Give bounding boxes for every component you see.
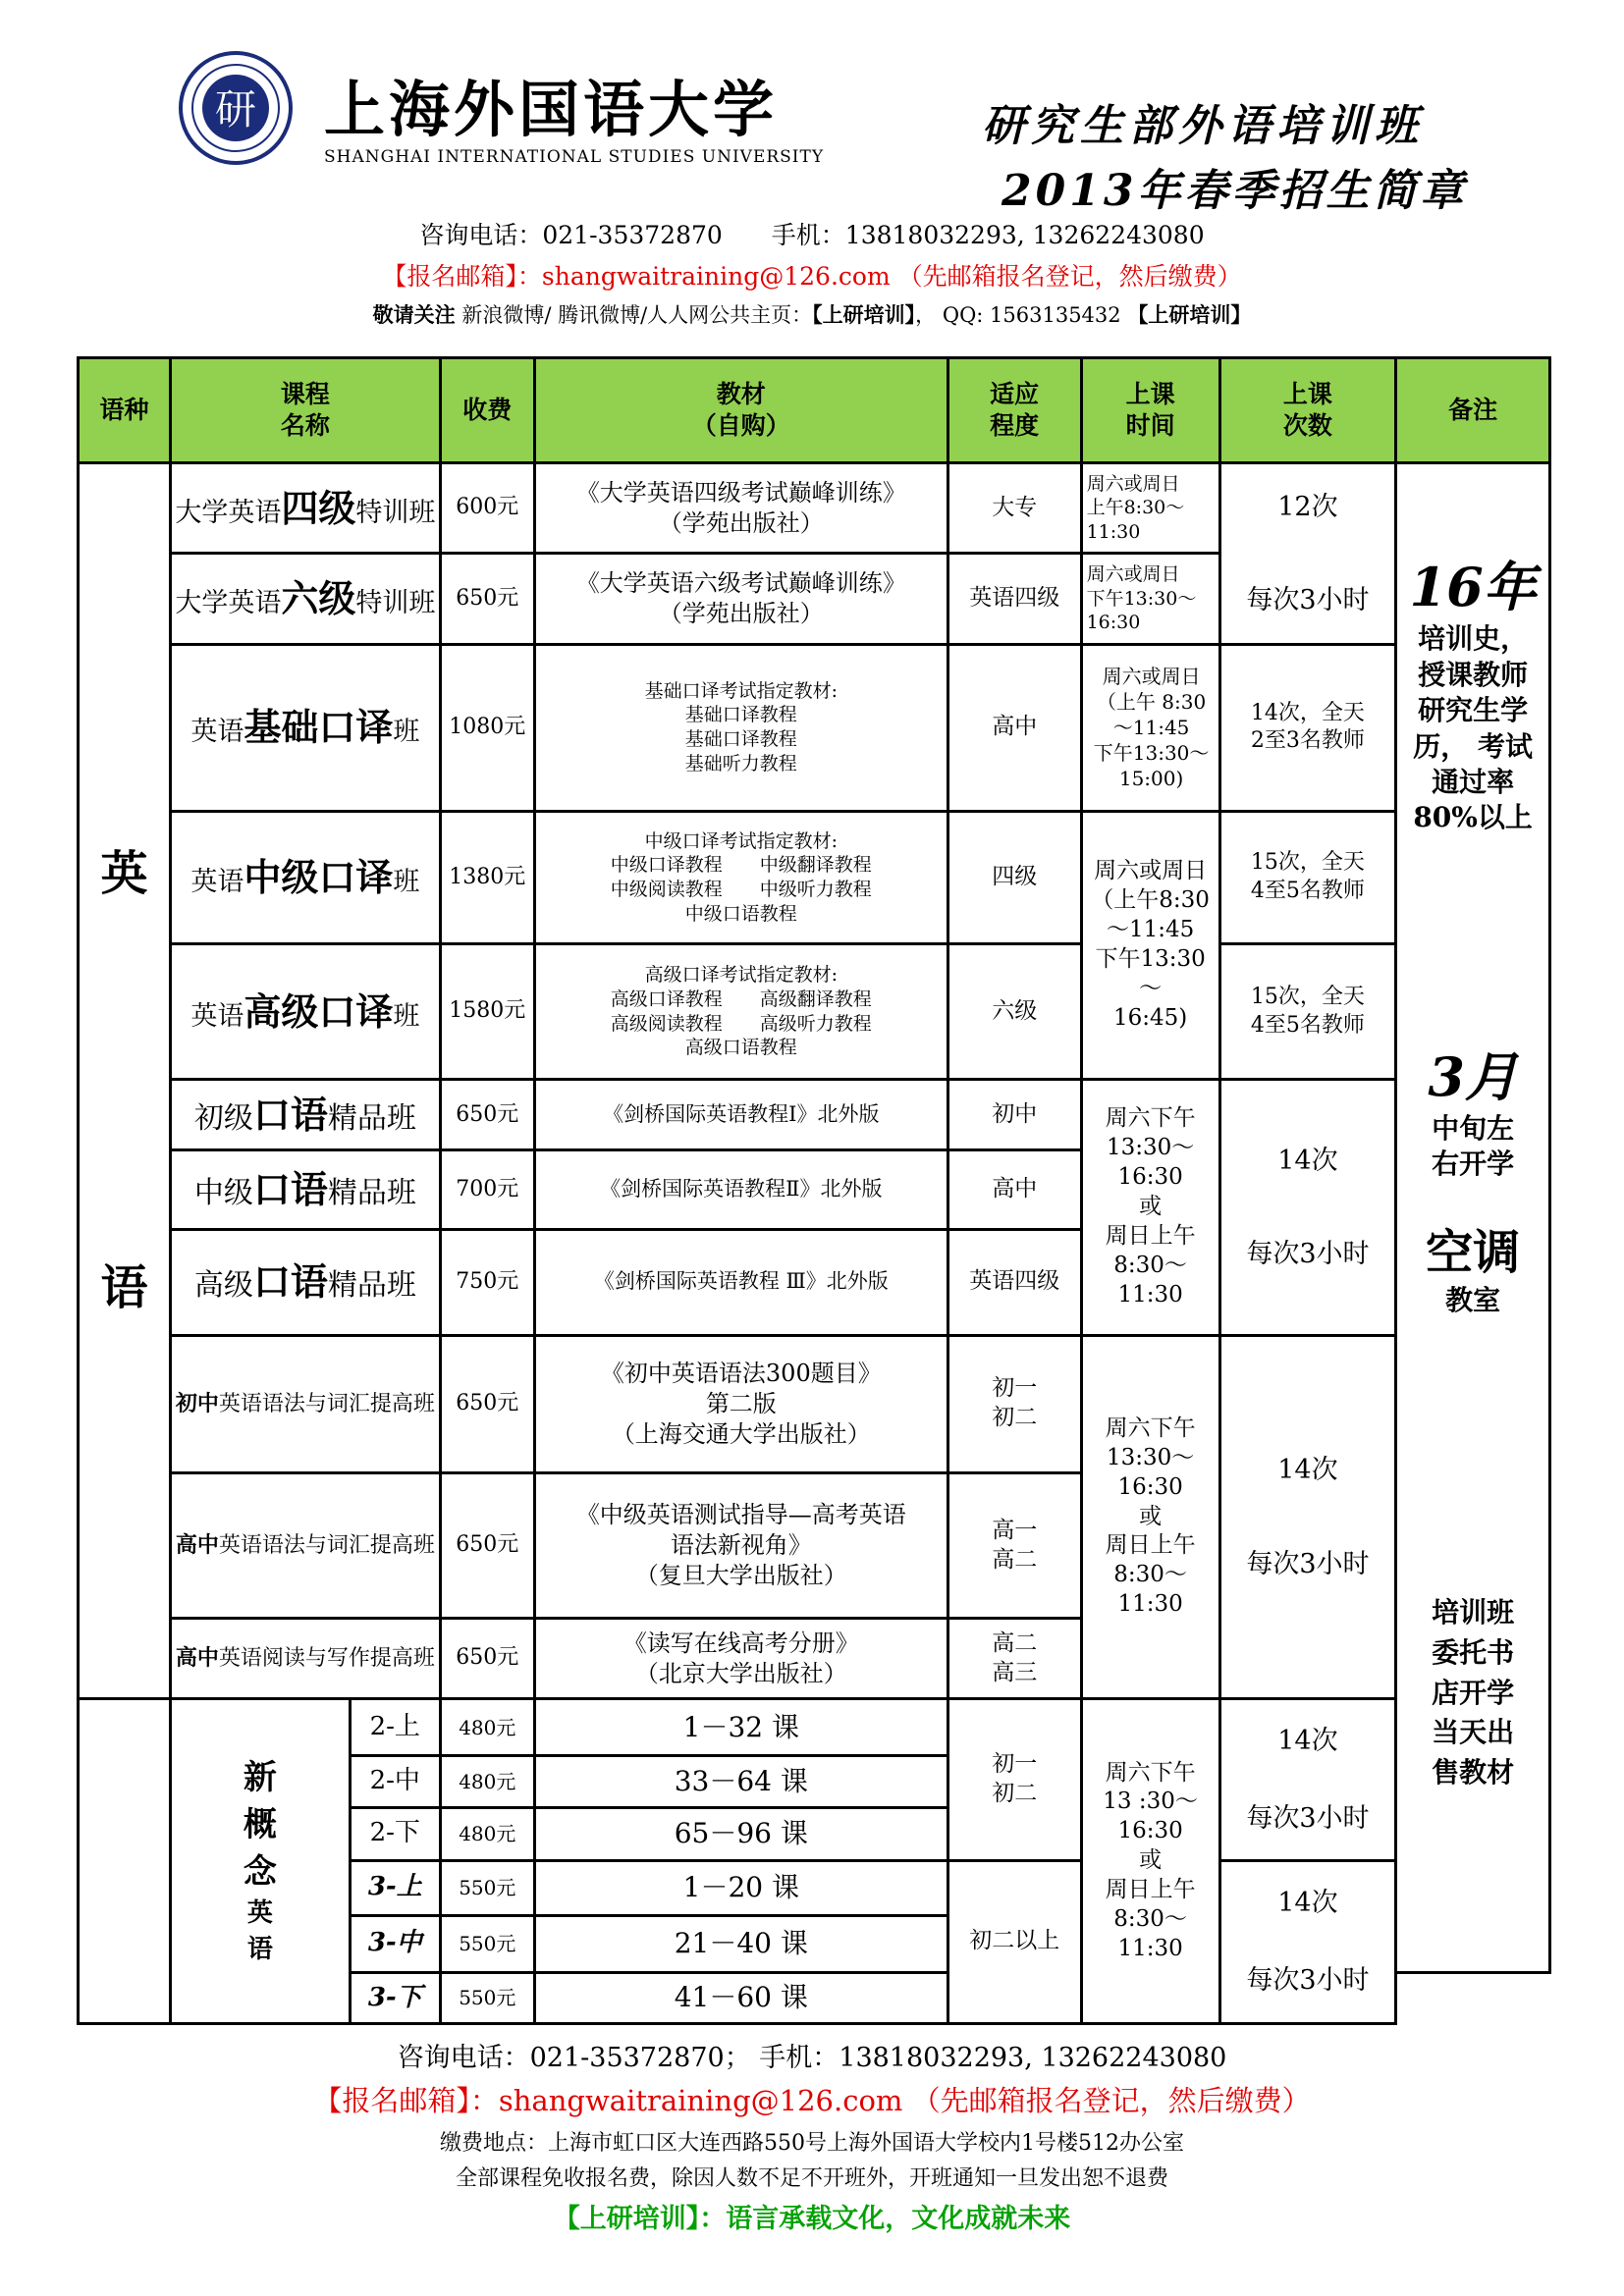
nce-fee: 480元 — [440, 1699, 534, 1756]
table-row — [79, 644, 1550, 811]
course-name: 高级口语精品班 — [171, 1229, 441, 1335]
blank-cell — [79, 1699, 171, 1756]
course-name: 高中英语语法与词汇提高班 — [171, 1472, 441, 1618]
course-level: 高一 高二 — [947, 1472, 1081, 1618]
nce-count: 14次 每次3小时 — [1219, 1699, 1396, 1860]
header-level: 适应 程度 — [947, 358, 1081, 463]
follow-prefix: 敬请关注 — [372, 302, 456, 327]
slogan: 【上研培训】：语言承载文化，文化成就未来 — [553, 2204, 1071, 2234]
nce-level: 2-中 — [350, 1756, 440, 1807]
course-fee: 650元 — [440, 1472, 534, 1618]
course-level: 英语四级 — [947, 554, 1081, 644]
header-book: 教材 （自购） — [534, 358, 947, 463]
contact-info: 咨询电话：021-35372870 手机：13818032293, 13262243080 — [419, 221, 1205, 249]
course-book: 《大学英语四级考试巅峰训练》 （学苑出版社） — [534, 463, 947, 554]
course-book: 《中级英语测试指导—高考英语 语法新视角》 （复旦大学出版社） — [534, 1472, 947, 1618]
nce-fee: 550元 — [440, 1972, 534, 2023]
header-remark: 备注 — [1396, 358, 1550, 463]
remark-month: 3月 — [1428, 1044, 1518, 1108]
course-fee: 600元 — [440, 463, 534, 554]
header-row — [79, 358, 1550, 463]
header-time: 上课 时间 — [1081, 358, 1219, 463]
course-name: 英语基础口译班 — [171, 644, 441, 811]
course-book: 《剑桥国际英语教程Ⅰ》北外版 — [534, 1080, 947, 1150]
nce-level: 3-下 — [350, 1972, 440, 2023]
header-fee: 收费 — [440, 358, 534, 463]
language-english: 英 语 — [79, 463, 171, 1699]
footer-email[interactable]: 【报名邮箱】：shangwaitraining@126.com （先邮箱报名登记，然后缴费） — [313, 2084, 1311, 2117]
course-level: 高中 — [947, 1150, 1081, 1229]
course-fee: 1380元 — [440, 811, 534, 943]
table-row — [79, 463, 1550, 554]
course-book: 高级口译考试指定教材: 高级口译教程 高级翻译教程 高级阅读教程 高级听力教程 高级口语教程 — [534, 944, 947, 1080]
nce-lessons: 65－96 课 — [534, 1807, 947, 1860]
course-level: 高二 高三 — [947, 1619, 1081, 1699]
remark-books: 培训班 委托书 店开学 当天出 售教材 — [1432, 1596, 1515, 1789]
signup-email[interactable]: 【报名邮箱】：shangwaitraining@126.com （先邮箱报名登记，然后缴费） — [382, 262, 1242, 291]
follow-brand: 【上研培训】 — [812, 302, 916, 327]
course-book: 《读写在线高考分册》 （北京大学出版社） — [534, 1619, 947, 1699]
nce-lessons: 1－32 课 — [534, 1699, 947, 1756]
course-fee: 650元 — [440, 1080, 534, 1150]
course-level: 初一 初二 — [947, 1335, 1081, 1472]
header-count: 上课 次数 — [1219, 358, 1396, 463]
course-name: 大学英语四级特训班 — [171, 463, 441, 554]
nce-lessons: 21－40 课 — [534, 1915, 947, 1972]
course-fee: 1080元 — [440, 644, 534, 811]
remark-start: 中旬左 右开学 — [1432, 1111, 1515, 1181]
course-name: 英语中级口译班 — [171, 811, 441, 943]
course-time: 周六或周日 上午8:30～ 11:30 — [1081, 463, 1219, 554]
footer-contact: 咨询电话：021-35372870； 手机：13818032293, 13262243080 — [397, 2043, 1227, 2073]
course-level: 大专 — [947, 463, 1081, 554]
course-name: 高中英语阅读与写作提高班 — [171, 1619, 441, 1699]
course-count: 15次，全天 4至5名教师 — [1219, 811, 1396, 943]
course-book: 《初中英语语法300题目》 第二版 （上海交通大学出版社） — [534, 1335, 947, 1472]
nce-lessons: 1－20 课 — [534, 1860, 947, 1915]
course-fee: 1580元 — [440, 944, 534, 1080]
follow-body: 新浪微博/ 腾讯微博/人人网公共主页： — [455, 303, 813, 327]
university-name-en: SHANGHAI INTERNATIONAL STUDIES UNIVERSITY — [324, 147, 825, 167]
course-time: 周六或周日 （上午8:30 ～11:45 下午13:30～ 16:45) — [1081, 811, 1219, 1079]
course-book: 基础口译考试指定教材: 基础口译教程 基础口译教程 基础听力教程 — [534, 644, 947, 811]
blank-cell — [79, 1972, 171, 2023]
course-name: 英语高级口译班 — [171, 944, 441, 1080]
blank-cell — [79, 1756, 171, 1807]
course-time: 周六下午 13:30～ 16:30 或 周日上午 8:30～ 11:30 — [1081, 1080, 1219, 1335]
remark-room: 教室 — [1445, 1284, 1501, 1317]
blank-cell — [79, 1807, 171, 1860]
course-fee: 750元 — [440, 1229, 534, 1335]
course-count: 15次，全天 4至5名教师 — [1219, 944, 1396, 1080]
course-name: 初级口语精品班 — [171, 1080, 441, 1150]
nce-lessons: 33－64 课 — [534, 1756, 947, 1807]
university-name-cn: 上海外国语大学 — [324, 74, 779, 145]
course-time: 周六或周日 （上午 8:30 ～11:45 下午13:30～ 15:00) — [1081, 644, 1219, 811]
nce-count: 14次 每次3小时 — [1219, 1860, 1396, 2023]
course-count: 14次 每次3小时 — [1219, 1335, 1396, 1699]
university-logo — [177, 49, 295, 167]
course-fee: 650元 — [440, 1335, 534, 1472]
page-title: 研究生部外语培训班 — [982, 101, 1424, 151]
nce-grade: 初二以上 — [947, 1860, 1081, 2023]
remark-aircon: 空调 — [1426, 1224, 1521, 1280]
blank-cell — [79, 1860, 171, 1915]
header-lang: 语种 — [79, 358, 171, 463]
course-level: 英语四级 — [947, 1229, 1081, 1335]
course-count: 14次 每次3小时 — [1219, 1080, 1396, 1335]
refund-notice: 全部课程免收报名费，除因人数不足不开班外，开班通知一旦发出恕不退费 — [455, 2166, 1168, 2191]
remark-history: 培训史， 授课教师 研究生学 历， 考试 通过率 80%以上 — [1413, 622, 1533, 834]
table-row — [79, 1335, 1550, 1472]
follow-qq: ， QQ: 1563135432 — [915, 303, 1128, 327]
follow-info — [0, 299, 1624, 329]
course-count: 14次，全天 2至3名教师 — [1219, 644, 1396, 811]
nce-fee: 480元 — [440, 1807, 534, 1860]
course-table — [77, 356, 1551, 2025]
logo-glyph: 研 — [214, 85, 257, 133]
remark-years: 16年 — [1409, 556, 1537, 619]
nce-lessons: 41－60 课 — [534, 1972, 947, 2023]
course-time: 周六下午 13:30～ 16:30 或 周日上午 8:30～ 11:30 — [1081, 1335, 1219, 1699]
course-fee: 650元 — [440, 1619, 534, 1699]
course-fee: 650元 — [440, 554, 534, 644]
nce-level: 2-上 — [350, 1699, 440, 1756]
table-row — [79, 811, 1550, 943]
nce-grade: 初一 初二 — [947, 1699, 1081, 1860]
nce-label: 新 概 念 英 语 — [171, 1699, 351, 2024]
table-row — [79, 944, 1550, 1080]
course-time: 周六或周日 下午13:30～ 16:30 — [1081, 554, 1219, 644]
course-book: 《大学英语六级考试巅峰训练》 （学苑出版社） — [534, 554, 947, 644]
nce-time: 周六下午 13 :30～ 16:30 或 周日上午 8:30～ 11:30 — [1081, 1699, 1219, 2024]
nce-row — [79, 1699, 1550, 1756]
course-fee: 700元 — [440, 1150, 534, 1229]
course-book: 《剑桥国际英语教程 Ⅲ》北外版 — [534, 1229, 947, 1335]
course-level: 高中 — [947, 644, 1081, 811]
course-name: 中级口语精品班 — [171, 1150, 441, 1229]
course-level: 六级 — [947, 944, 1081, 1080]
course-name: 大学英语六级特训班 — [171, 554, 441, 644]
table-row — [79, 1080, 1550, 1150]
course-name: 初中英语语法与词汇提高班 — [171, 1335, 441, 1472]
remarks-column — [1396, 463, 1550, 1973]
course-book: 中级口译考试指定教材: 中级口译教程 中级翻译教程 中级阅读教程 中级听力教程 中级口语教程 — [534, 811, 947, 943]
nce-fee: 550元 — [440, 1915, 534, 1972]
nce-fee: 550元 — [440, 1860, 534, 1915]
course-count: 12次 每次3小时 — [1219, 463, 1396, 644]
course-level: 初中 — [947, 1080, 1081, 1150]
nce-fee: 480元 — [440, 1756, 534, 1807]
course-level: 四级 — [947, 811, 1081, 943]
payment-address: 缴费地点：上海市虹口区大连西路550号上海外国语大学校内1号楼512办公室 — [440, 2131, 1184, 2156]
nce-level: 2-下 — [350, 1807, 440, 1860]
page-subtitle: 2013年春季招生简章 — [1001, 166, 1468, 216]
nce-level: 3-上 — [350, 1860, 440, 1915]
follow-brand-2: 【上研培训】 — [1127, 302, 1252, 327]
header-course: 课程 名称 — [171, 358, 441, 463]
nce-level: 3-中 — [350, 1915, 440, 1972]
course-book: 《剑桥国际英语教程Ⅱ》北外版 — [534, 1150, 947, 1229]
blank-cell — [79, 1915, 171, 1972]
